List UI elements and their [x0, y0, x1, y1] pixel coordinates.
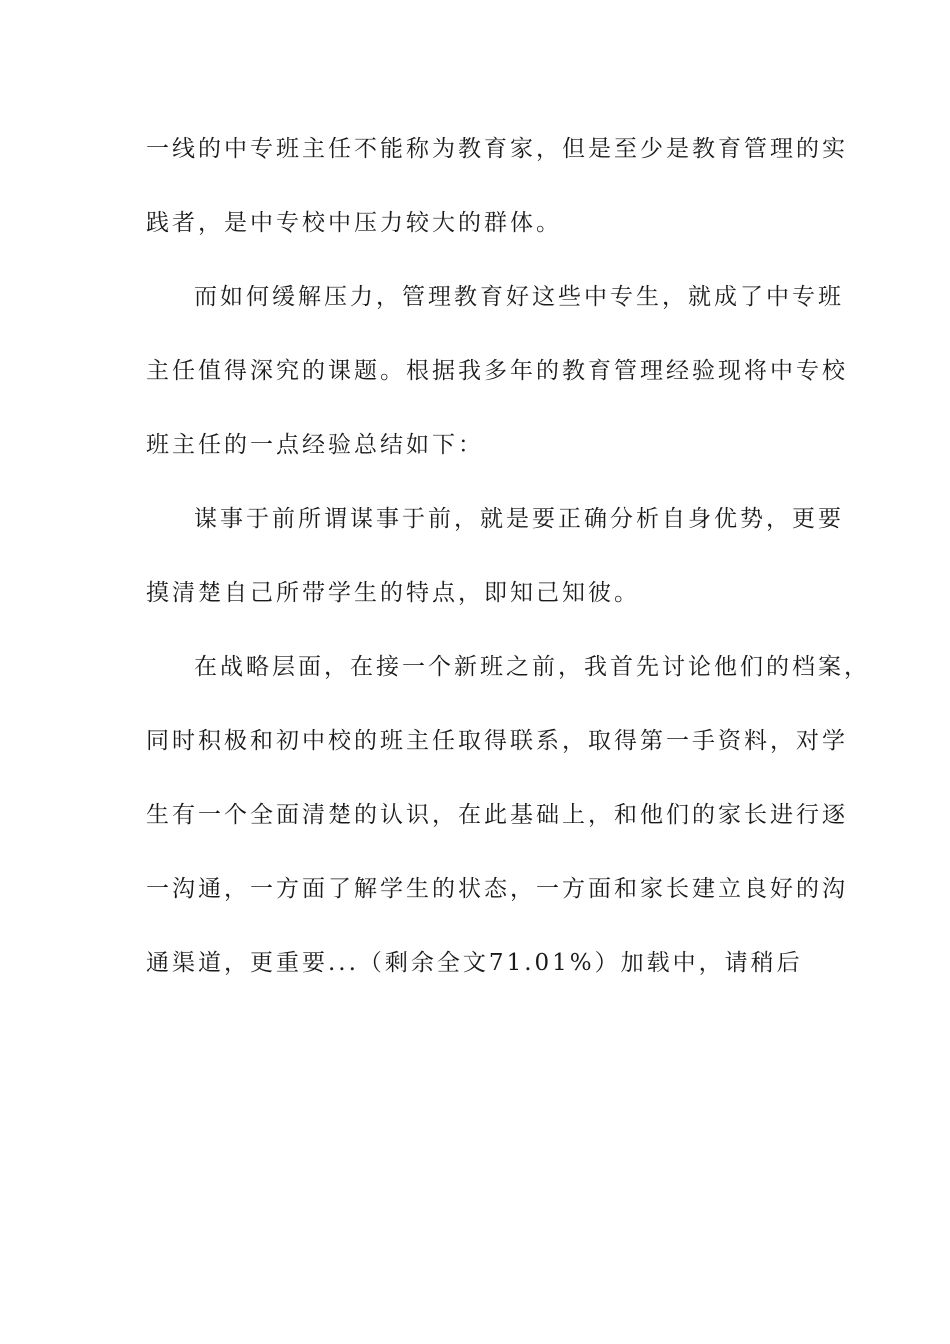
text-line-2: 践者，是中专校中压力较大的群体。 — [146, 210, 562, 236]
text-line-8: 在战略层面，在接一个新班之前，我首先讨论他们的档案， — [194, 654, 870, 680]
text-line-10: 生有一个全面清楚的认识，在此基础上，和他们的家长进行逐 — [146, 802, 848, 828]
text-line-1: 一线的中专班主任不能称为教育家，但是至少是教育管理的实 — [146, 136, 848, 162]
text-line-3: 而如何缓解压力，管理教育好这些中专生，就成了中专班 — [194, 284, 844, 310]
text-line-5: 班主任的一点经验总结如下： — [146, 432, 484, 458]
text-line-11: 一沟通，一方面了解学生的状态，一方面和家长建立良好的沟 — [146, 876, 848, 902]
text-line-12: 通渠道，更重要...（剩余全文71.01%）加载中，请稍后 — [146, 950, 803, 976]
text-line-9: 同时积极和初中校的班主任取得联系，取得第一手资料，对学 — [146, 728, 848, 754]
text-line-4: 主任值得深究的课题。根据我多年的教育管理经验现将中专校 — [146, 358, 848, 384]
text-line-6: 谋事于前所谓谋事于前，就是要正确分析自身优势，更要 — [194, 506, 844, 532]
text-line-7: 摸清楚自己所带学生的特点，即知己知彼。 — [146, 580, 640, 606]
